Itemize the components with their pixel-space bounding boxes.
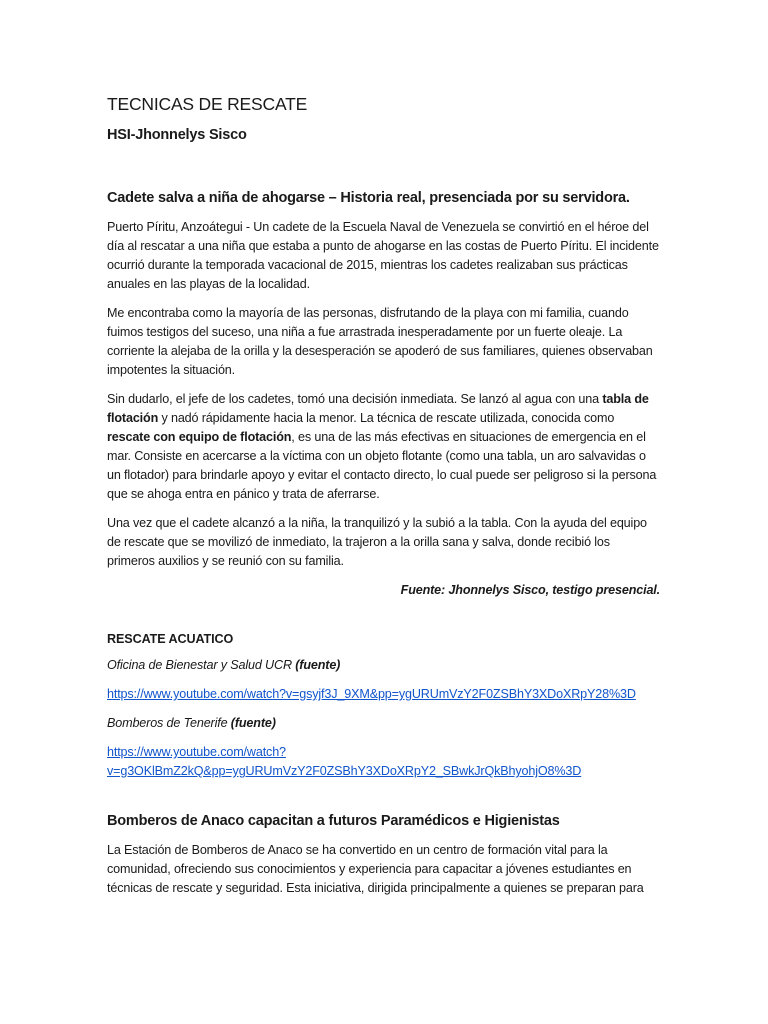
section-heading-rescate-acuatico: RESCATE ACUATICO [107, 632, 234, 646]
paragraph-text: Sin dudarlo, el jefe de los cadetes, tomó una decisión inmediata. Se lanzó al agua con una [107, 392, 603, 406]
youtube-link-ucr[interactable]: https://www.youtube.com/watch?v=gsyjf3J_9XM&pp=ygURUmVzY2F0ZSBhY3XDoXRpY28%3D [107, 687, 636, 701]
article-paragraph-anaco: La Estación de Bomberos de Anaco se ha convertido en un centro de formación vital para la comunidad, ofreciendo sus conocimientos y experiencia para capacitar a jóvenes estudiantes en técnicas de rescate y seguridad. Esta iniciativa, dirigida principalmente a quienes se preparan para [107, 843, 644, 895]
link-row-tenerife [107, 743, 660, 781]
source-org: Bomberos de Tenerife [107, 716, 231, 730]
document-title: TECNICAS DE RESCATE [107, 94, 308, 114]
paragraph-text: y nadó rápidamente hacia la menor. La técnica de rescate utilizada, conocida como [158, 411, 615, 425]
article-paragraph-3 [107, 390, 660, 504]
article-heading-anaco: Bomberos de Anaco capacitan a futuros Paramédicos e Higienistas [107, 813, 560, 829]
document-page [107, 94, 660, 908]
link-line: https://www.youtube.com/watch? [107, 745, 286, 759]
source-item-tenerife [107, 714, 660, 733]
article-source: Fuente: Jhonnelys Sisco, testigo presencial. [400, 583, 660, 597]
youtube-link-tenerife[interactable] [107, 745, 581, 778]
source-item-ucr [107, 656, 660, 675]
article-paragraph-1: Puerto Píritu, Anzoátegui - Un cadete de la Escuela Naval de Venezuela se convirtió en el héroe del día al rescatar a una niña que estaba a punto de ahogarse en las costas de Puerto Píritu. El incidente ocurrió durante la temporada vacacional de 2015, mientras los cadetes realizaban sus prácticas anuales en las playas de la localidad. [107, 220, 659, 291]
article-heading-cadete: Cadete salva a niña de ahogarse – Historia real, presenciada por su servidora. [107, 190, 630, 206]
source-tag: (fuente) [230, 716, 276, 730]
bold-term-tabla: tabla de flotación [107, 392, 649, 425]
article-paragraph-4: Una vez que el cadete alcanzó a la niña, la tranquilizó y la subió a la tabla. Con la ayuda del equipo de rescate que se movilizó de inmediato, la trajeron a la orilla sana y salva, donde recibió los primeros auxilios y se reunió con su familia. [107, 516, 647, 568]
paragraph-text: , es una de las más efectivas en situaciones de emergencia en el mar. Consiste en acercarse a la víctima con un objeto flotante (como una tabla, un aro salvavidas o un flotador) para brindarle apoyo y evitar el contacto directo, lo cual puede ser peligroso si la persona que se ahoga entra en pánico y trata de aferrarse. [107, 430, 657, 501]
link-line: v=g3OKlBmZ2kQ&pp=ygURUmVzY2F0ZSBhY3XDoXRpY2_SBwkJrQkBhyohjO8%3D [107, 764, 582, 778]
link-row-ucr [107, 685, 660, 704]
document-author: HSI-Jhonnelys Sisco [107, 127, 247, 143]
source-tag: (fuente) [295, 658, 341, 672]
bold-term-rescate: rescate con equipo de flotación [107, 430, 292, 444]
article-paragraph-2: Me encontraba como la mayoría de las personas, disfrutando de la playa con mi familia, cuando fuimos testigos del suceso, una niña a fue arrastrada inesperadamente por un fuerte oleaje. La corriente la alejaba de la orilla y la desesperación se apoderó de sus familiares, quienes observaban impotentes la situación. [107, 306, 653, 377]
source-org: Oficina de Bienestar y Salud UCR [107, 658, 296, 672]
